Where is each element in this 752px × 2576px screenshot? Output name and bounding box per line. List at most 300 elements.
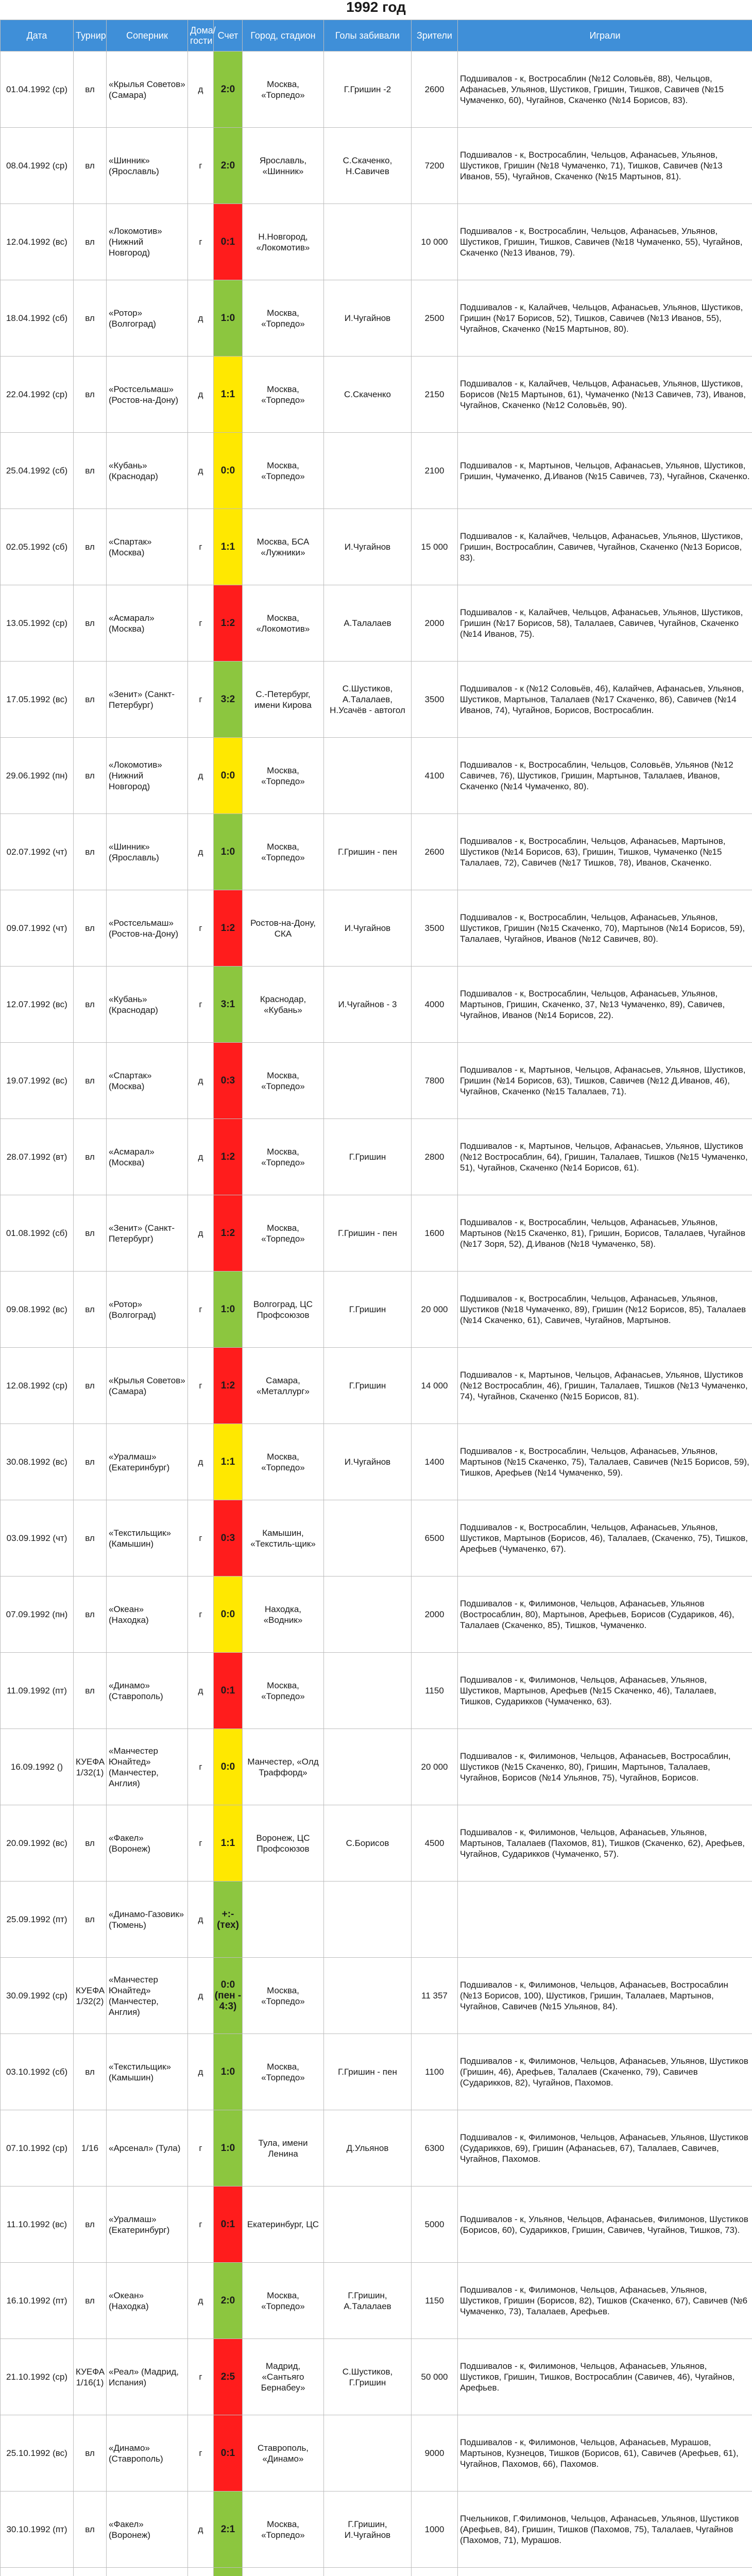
- stadium-cell: Москва, «Торпедо»: [243, 52, 324, 128]
- lineup-cell: [458, 1882, 752, 1958]
- opponent-cell: «Уралмаш» (Екатеринбург): [107, 2187, 188, 2263]
- opponent-cell: «Ростсельмаш» (Ростов-на-Дону): [107, 357, 188, 433]
- goal-scorers-cell: [324, 1577, 412, 1653]
- tournament-cell: [74, 2568, 107, 2576]
- goal-scorers-cell: [324, 1043, 412, 1119]
- lineup-cell: Подшивалов - к, Востросаблин, Чельцов, Афанасьев, Ульянов, Шустиков, Гришин, Тишков, Савичев (№18 Чумаченко, 55), Чугайнов, Скаченко (№13 Иванов, 79).: [458, 204, 752, 280]
- stadium-cell: Москва, «Торпедо»: [243, 2263, 324, 2339]
- tournament-cell: вл: [74, 1119, 107, 1195]
- attendance-cell: 4000: [412, 967, 458, 1043]
- attendance-cell: 15 000: [412, 509, 458, 585]
- lineup-cell: Подшивалов - к, Филимонов, Чельцов, Афанасьев, Мурашов, Мартынов, Кузнецов, Тишков (Борисов, 61), Савичев (Арефьев, 61), Чугайнов, Пахомов, 66), Пахомов.: [458, 2415, 752, 2492]
- lineup-cell: Подшивалов - к, Филимонов, Чельцов, Афанасьев, Ульянов, Мартынов, Талалаев (Пахомов, 81), Тишков (Скаченко, 62), Арефьев, Чугайнов, Сударикков (Чумаченко, 57).: [458, 1805, 752, 1882]
- table-row: [1, 1424, 752, 1500]
- score-cell: 1:1: [214, 509, 243, 585]
- stadium-cell: Краснодар, «Кубань»: [243, 967, 324, 1043]
- goal-scorers-cell: И.Чугайнов: [324, 509, 412, 585]
- table-row: [1, 2034, 752, 2110]
- attendance-cell: [412, 1882, 458, 1958]
- table-row: [1, 662, 752, 738]
- score-cell: 2:0: [214, 128, 243, 204]
- opponent-cell: «Динамо» (Ставрополь): [107, 1653, 188, 1729]
- goal-scorers-cell: [324, 2568, 412, 2576]
- home-away-cell: г: [188, 1729, 214, 1805]
- opponent-cell: «Кубань» (Краснодар): [107, 433, 188, 509]
- attendance-cell: 3500: [412, 890, 458, 967]
- tournament-cell: вл: [74, 1882, 107, 1958]
- home-away-cell: г: [188, 1272, 214, 1348]
- tournament-cell: вл: [74, 357, 107, 433]
- tournament-cell: вл: [74, 1500, 107, 1577]
- tournament-cell: вл: [74, 585, 107, 662]
- column-header-score: Счет: [214, 20, 243, 52]
- column-header-goals: Голы забивали: [324, 20, 412, 52]
- tournament-cell: вл: [74, 2187, 107, 2263]
- tournament-cell: вл: [74, 890, 107, 967]
- goal-scorers-cell: [324, 1653, 412, 1729]
- home-away-cell: д: [188, 1653, 214, 1729]
- stadium-cell: Москва, «Торпедо»: [243, 1424, 324, 1500]
- table-row: [1, 814, 752, 890]
- opponent-cell: «Ростсельмаш» (Ростов-на-Дону): [107, 890, 188, 967]
- lineup-cell: Подшивалов - к, Калайчев, Чельцов, Афанасьев, Ульянов, Шустиков, Гришин, Востросаблин, Савичев, Чугайнов, Скаченко (№13 Борисов, 83).: [458, 509, 752, 585]
- lineup-cell: Подшивалов - к, Филимонов, Чельцов, Афанасьев, Востросаблин, Шустиков (№15 Скаченко, 80), Гришин, Мартынов, Талалаев, Чугайнов, Борисов (№14 Ульянов, 75), Чугайнов, Борисов.: [458, 1729, 752, 1805]
- lineup-cell: Подшивалов - к, Востросаблин, Чельцов, Афанасьев, Ульянов, Шустиков, Гришин (№15 Скаченко, 70), Мартынов (№14 Борисов, 59), Талалаев, Чугайнов, Иванов (№12 Савичев, 80).: [458, 890, 752, 967]
- home-away-cell: д: [188, 2263, 214, 2339]
- match-date-cell: 19.07.1992 (вс): [1, 1043, 74, 1119]
- opponent-cell: «Факел» (Воронеж): [107, 2492, 188, 2568]
- table-row: [1, 204, 752, 280]
- stadium-cell: Москва, «Торпедо»: [243, 1653, 324, 1729]
- home-away-cell: г: [188, 967, 214, 1043]
- table-row: [1, 1272, 752, 1348]
- lineup-cell: Подшивалов - к, Востросаблин, Чельцов, Афанасьев, Ульянов, Мартынов (№15 Скаченко, 81), Гришин, Борисов, Талалаев, Чугайнов (№17 Зоря, 52), Д.Иванов (№18 Чумаченко, 58).: [458, 1195, 752, 1272]
- column-header-attendance: Зрители: [412, 20, 458, 52]
- tournament-cell: вл: [74, 2034, 107, 2110]
- attendance-cell: 1000: [412, 2492, 458, 2568]
- lineup-cell: Подшивалов - к, Востросаблин, Чельцов, Афанасьев, Ульянов, Шустиков (№18 Чумаченко, 89), Гришин (№12 Борисов, 85), Талалаев (№14 Скаченко, 61), Савичев, Чугайнов, Мартынов.: [458, 1272, 752, 1348]
- home-away-cell: д: [188, 1958, 214, 2034]
- goal-scorers-cell: Г.Гришин - пен: [324, 814, 412, 890]
- match-date-cell: 09.08.1992 (вс): [1, 1272, 74, 1348]
- lineup-cell: Пчельников, Г.Филимонов, Чельцов, Афанасьев, Ульянов, Шустиков (Арефьев, 84), Гришин, Тишков (Пахомов, 75), Талалаев, Чугайнов (Пахомов, 71), Мурашов.: [458, 2492, 752, 2568]
- opponent-cell: «Океан» (Находка): [107, 1577, 188, 1653]
- lineup-cell: Подшивалов - к, Калайчев, Чельцов, Афанасьев, Ульянов, Шустиков, Гришин (№17 Борисов, 58), Талалаев, Савичев, Чугайнов, Скаченко (№14 Иванов, 75).: [458, 585, 752, 662]
- opponent-cell: «Спартак» (Москва): [107, 1043, 188, 1119]
- goal-scorers-cell: [324, 1882, 412, 1958]
- match-date-cell: 16.10.1992 (пт): [1, 2263, 74, 2339]
- home-away-cell: г: [188, 509, 214, 585]
- stadium-cell: Волгоград, ЦС Профсоюзов: [243, 1272, 324, 1348]
- opponent-cell: [107, 2568, 188, 2576]
- opponent-cell: «Реал» (Мадрид, Испания): [107, 2339, 188, 2415]
- attendance-cell: 50 000: [412, 2339, 458, 2415]
- match-date-cell: 03.10.1992 (сб): [1, 2034, 74, 2110]
- goal-scorers-cell: [324, 204, 412, 280]
- table-row: [1, 128, 752, 204]
- match-date-cell: 07.10.1992 (ср): [1, 2110, 74, 2187]
- score-cell: 1:0: [214, 1272, 243, 1348]
- table-row: [1, 1348, 752, 1424]
- stadium-cell: [243, 1882, 324, 1958]
- tournament-cell: вл: [74, 1272, 107, 1348]
- opponent-cell: «Манчестер Юнайтед» (Манчестер, Англия): [107, 1729, 188, 1805]
- stadium-cell: Москва, «Торпедо»: [243, 2492, 324, 2568]
- table-row: [1, 738, 752, 814]
- match-date-cell: 20.09.1992 (вс): [1, 1805, 74, 1882]
- goal-scorers-cell: Г.Гришин, И.Чугайнов: [324, 2492, 412, 2568]
- table-row: [1, 2187, 752, 2263]
- lineup-cell: Подшивалов - к, Ульянов, Чельцов, Афанасьев, Филимонов, Шустиков (Борисов, 60), Сударикков, Гришин, Савичев, Чугайнов, Тишков, 73).: [458, 2187, 752, 2263]
- attendance-cell: 20 000: [412, 1729, 458, 1805]
- table-row: [1, 1500, 752, 1577]
- tournament-cell: вл: [74, 1653, 107, 1729]
- goal-scorers-cell: С.Скаченко, Н.Савичев: [324, 128, 412, 204]
- attendance-cell: 2000: [412, 585, 458, 662]
- table-row: [1, 2492, 752, 2568]
- match-date-cell: 08.04.1992 (ср): [1, 128, 74, 204]
- header-row: [1, 20, 752, 52]
- lineup-cell: Подшивалов - к, Калайчев, Чельцов, Афанасьев, Ульянов, Шустиков, Гришин (№17 Борисов, 52), Тишков, Савичев (№13 Иванов, 55), Чугайнов, Скаченко (№15 Мартынов, 80).: [458, 280, 752, 357]
- tournament-cell: вл: [74, 662, 107, 738]
- match-date-cell: 25.10.1992 (вс): [1, 2415, 74, 2492]
- stadium-cell: Камышин, «Текстиль-щик»: [243, 1500, 324, 1577]
- match-date-cell: 25.04.1992 (сб): [1, 433, 74, 509]
- home-away-cell: д: [188, 2034, 214, 2110]
- score-cell: 1:0: [214, 814, 243, 890]
- table-row: [1, 2415, 752, 2492]
- lineup-cell: Подшивалов - к, Востросаблин, Чельцов, Афанасьев, Ульянов, Мартынов (№15 Скаченко, 75), Талалаев, Савичев (№15 Борисов, 59), Тишков, Арефьев (№14 Чумаченко, 59).: [458, 1424, 752, 1500]
- opponent-cell: «Уралмаш» (Екатеринбург): [107, 1424, 188, 1500]
- goal-scorers-cell: Г.Гришин: [324, 1119, 412, 1195]
- attendance-cell: 2600: [412, 52, 458, 128]
- lineup-cell: Подшивалов - к, Мартынов, Чельцов, Афанасьев, Ульянов, Шустиков, Гришин (№14 Борисов, 63), Тишков, Савичев (№12 Д.Иванов, 46), Чугайнов, Скаченко (№15 Талалаев, 71).: [458, 1043, 752, 1119]
- match-date-cell: 28.07.1992 (вт): [1, 1119, 74, 1195]
- home-away-cell: д: [188, 2492, 214, 2568]
- opponent-cell: «Ротор» (Волгоград): [107, 1272, 188, 1348]
- stadium-cell: Москва, «Торпедо»: [243, 1043, 324, 1119]
- opponent-cell: «Зенит» (Санкт-Петербург): [107, 1195, 188, 1272]
- column-header-venue: Дома/ гости: [188, 20, 214, 52]
- attendance-cell: 1400: [412, 1424, 458, 1500]
- stadium-cell: Москва, «Торпедо»: [243, 1119, 324, 1195]
- stadium-cell: Москва, «Торпедо»: [243, 1195, 324, 1272]
- matches-table: [0, 20, 752, 2576]
- home-away-cell: г: [188, 662, 214, 738]
- table-row: [1, 280, 752, 357]
- home-away-cell: д: [188, 280, 214, 357]
- tournament-cell: КУЕФА 1/32(1): [74, 1729, 107, 1805]
- score-cell: 1:1: [214, 1805, 243, 1882]
- home-away-cell: г: [188, 1577, 214, 1653]
- match-date-cell: 11.10.1992 (вс): [1, 2187, 74, 2263]
- goal-scorers-cell: И.Чугайнов: [324, 890, 412, 967]
- opponent-cell: «Локомотив» (Нижний Новгород): [107, 204, 188, 280]
- goal-scorers-cell: [324, 2415, 412, 2492]
- table-row: [1, 1195, 752, 1272]
- lineup-cell: Подшивалов - к, Мартынов, Чельцов, Афанасьев, Ульянов, Шустиков, Гришин, Чумаченко, Д.Иванов (№15 Савичев, 73), Чугайнов, Скаченко.: [458, 433, 752, 509]
- table-row: [1, 2568, 752, 2576]
- match-date-cell: 03.09.1992 (чт): [1, 1500, 74, 1577]
- opponent-cell: «Крылья Советов» (Самара): [107, 1348, 188, 1424]
- goal-scorers-cell: [324, 2187, 412, 2263]
- lineup-cell: Подшивалов - к, Востросаблин, Чельцов, Афанасьев, Ульянов, Шустиков, Мартынов (Борисов, 46), Талалаев, (Скаченко, 75), Тишков, Арефьев (Чумаченко, 67).: [458, 1500, 752, 1577]
- tournament-cell: вл: [74, 1348, 107, 1424]
- attendance-cell: 6300: [412, 2110, 458, 2187]
- score-cell: 1:2: [214, 1195, 243, 1272]
- home-away-cell: г: [188, 128, 214, 204]
- stadium-cell: С.-Петербург, имени Кирова: [243, 662, 324, 738]
- stadium-cell: Находка, «Водник»: [243, 1577, 324, 1653]
- home-away-cell: д: [188, 814, 214, 890]
- score-cell: 0:0: [214, 1577, 243, 1653]
- match-date-cell: 01.08.1992 (сб): [1, 1195, 74, 1272]
- home-away-cell: д: [188, 1043, 214, 1119]
- table-row: [1, 890, 752, 967]
- score-cell: 1:0: [214, 2110, 243, 2187]
- score-cell: 1:2: [214, 585, 243, 662]
- score-cell: 0:0: [214, 433, 243, 509]
- stadium-cell: Москва, «Локомотив»: [243, 585, 324, 662]
- stadium-cell: [243, 2568, 324, 2576]
- stadium-cell: Ростов-на-Дону, СКА: [243, 890, 324, 967]
- attendance-cell: 4100: [412, 738, 458, 814]
- stadium-cell: Москва, «Торпедо»: [243, 433, 324, 509]
- lineup-cell: [458, 2568, 752, 2576]
- tournament-cell: вл: [74, 738, 107, 814]
- opponent-cell: «Факел» (Воронеж): [107, 1805, 188, 1882]
- table-row: [1, 1882, 752, 1958]
- match-date-cell: 21.10.1992 (ср): [1, 2339, 74, 2415]
- home-away-cell: г: [188, 1805, 214, 1882]
- attendance-cell: 3500: [412, 662, 458, 738]
- goal-scorers-cell: С.Шустиков, А.Талалаев, Н.Усачёв - автогол: [324, 662, 412, 738]
- table-row: [1, 2339, 752, 2415]
- match-date-cell: [1, 2568, 74, 2576]
- goal-scorers-cell: [324, 738, 412, 814]
- match-date-cell: 12.07.1992 (вс): [1, 967, 74, 1043]
- score-cell: 2:0: [214, 2263, 243, 2339]
- tournament-cell: вл: [74, 52, 107, 128]
- attendance-cell: 1600: [412, 1195, 458, 1272]
- goal-scorers-cell: И.Чугайнов: [324, 280, 412, 357]
- lineup-cell: Подшивалов - к, Филимонов, Чельцов, Афанасьев, Ульянов, Шустиков, Гришин, Тишков, Востросаблин (Савичев, 46), Чугайнов, Арефьев.: [458, 2339, 752, 2415]
- opponent-cell: «Спартак» (Москва): [107, 509, 188, 585]
- score-cell: 2:0: [214, 52, 243, 128]
- attendance-cell: 10 000: [412, 204, 458, 280]
- goal-scorers-cell: Д.Ульянов: [324, 2110, 412, 2187]
- home-away-cell: г: [188, 2415, 214, 2492]
- home-away-cell: г: [188, 585, 214, 662]
- match-date-cell: 30.10.1992 (пт): [1, 2492, 74, 2568]
- opponent-cell: «Шинник» (Ярославль): [107, 814, 188, 890]
- tournament-cell: вл: [74, 1043, 107, 1119]
- goal-scorers-cell: [324, 433, 412, 509]
- score-cell: 3:2: [214, 662, 243, 738]
- home-away-cell: г: [188, 2187, 214, 2263]
- lineup-cell: Подшивалов - к, Востросаблин, Чельцов, Афанасьев, Мартынов, Шустиков (№14 Борисов, 63), Гришин, Тишков, Чумаченко (№15 Талалаев, 72), Савичев (№17 Тишков, 78), Иванов, Скаченко.: [458, 814, 752, 890]
- tournament-cell: вл: [74, 2492, 107, 2568]
- tournament-cell: 1/16: [74, 2110, 107, 2187]
- lineup-cell: Подшивалов - к, Востросаблин, Чельцов, Соловьёв, Ульянов (№12 Савичев, 76), Шустиков, Гришин, Мартынов, Талалаев, Иванов, Скаченко (№14 Чумаченко, 80).: [458, 738, 752, 814]
- tournament-cell: вл: [74, 2415, 107, 2492]
- attendance-cell: 11 357: [412, 1958, 458, 2034]
- opponent-cell: «Асмарал» (Москва): [107, 585, 188, 662]
- score-cell: 1:1: [214, 1424, 243, 1500]
- score-cell: 0:0 (пен - 4:3): [214, 1958, 243, 2034]
- goal-scorers-cell: Г.Гришин: [324, 1272, 412, 1348]
- opponent-cell: «Асмарал» (Москва): [107, 1119, 188, 1195]
- lineup-cell: Подшивалов - к, Мартынов, Чельцов, Афанасьев, Ульянов, Шустиков (№12 Востросаблин, 46), Гришин, Талалаев, Тишков (№13 Чумаченко, 74), Чугайнов, Скаченко (№15 Борисов, 81).: [458, 1348, 752, 1424]
- score-cell: 1:0: [214, 280, 243, 357]
- goal-scorers-cell: И.Чугайнов - 3: [324, 967, 412, 1043]
- table-row: [1, 2110, 752, 2187]
- tournament-cell: вл: [74, 128, 107, 204]
- attendance-cell: 2600: [412, 814, 458, 890]
- score-cell: 0:1: [214, 2415, 243, 2492]
- score-cell: 1:2: [214, 1119, 243, 1195]
- match-date-cell: 30.08.1992 (вс): [1, 1424, 74, 1500]
- stadium-cell: Екатеринбург, ЦС: [243, 2187, 324, 2263]
- match-date-cell: 30.09.1992 (ср): [1, 1958, 74, 2034]
- match-date-cell: 13.05.1992 (ср): [1, 585, 74, 662]
- goal-scorers-cell: С.Скаченко: [324, 357, 412, 433]
- lineup-cell: Подшивалов - к, Востросаблин, Чельцов, Афанасьев, Ульянов, Шустиков, Гришин (№18 Чумаченко, 71), Тишков, Савичев (№13 Иванов, 55), Чугайнов, Скаченко (№15 Мартынов, 81).: [458, 128, 752, 204]
- opponent-cell: «Ротор» (Волгоград): [107, 280, 188, 357]
- score-cell: [214, 2568, 243, 2576]
- score-cell: 2:1: [214, 2492, 243, 2568]
- home-away-cell: г: [188, 890, 214, 967]
- attendance-cell: 7200: [412, 128, 458, 204]
- stadium-cell: Манчестер, «Олд Траффорд»: [243, 1729, 324, 1805]
- match-date-cell: 07.09.1992 (пн): [1, 1577, 74, 1653]
- attendance-cell: 2150: [412, 357, 458, 433]
- attendance-cell: 2100: [412, 433, 458, 509]
- opponent-cell: «Крылья Советов» (Самара): [107, 52, 188, 128]
- opponent-cell: «Кубань» (Краснодар): [107, 967, 188, 1043]
- score-cell: 3:1: [214, 967, 243, 1043]
- table-row: [1, 1729, 752, 1805]
- column-header-tournament: Турнир: [74, 20, 107, 52]
- goal-scorers-cell: А.Талалаев: [324, 585, 412, 662]
- stadium-cell: Москва, БСА «Лужники»: [243, 509, 324, 585]
- match-date-cell: 18.04.1992 (сб): [1, 280, 74, 357]
- attendance-cell: 9000: [412, 2415, 458, 2492]
- tournament-cell: вл: [74, 814, 107, 890]
- table-row: [1, 1805, 752, 1882]
- home-away-cell: д: [188, 357, 214, 433]
- stadium-cell: Воронеж, ЦС Профсоюзов: [243, 1805, 324, 1882]
- goal-scorers-cell: Г.Гришин - пен: [324, 2034, 412, 2110]
- tournament-cell: КУЕФА 1/16(1): [74, 2339, 107, 2415]
- attendance-cell: 6500: [412, 1500, 458, 1577]
- tournament-cell: вл: [74, 1424, 107, 1500]
- match-date-cell: 22.04.1992 (ср): [1, 357, 74, 433]
- opponent-cell: «Арсенал» (Тула): [107, 2110, 188, 2187]
- match-date-cell: 02.07.1992 (чт): [1, 814, 74, 890]
- stadium-cell: Москва, «Торпедо»: [243, 280, 324, 357]
- tournament-cell: вл: [74, 280, 107, 357]
- match-date-cell: 09.07.1992 (чт): [1, 890, 74, 967]
- lineup-cell: Подшивалов - к, Филимонов, Чельцов, Афанасьев, Ульянов, Шустиков, Гришин (Борисов, 82), Тишков (Скаченко, 67), Савичев (№6 Чумаченко, 73), Талалаев, Арефьев.: [458, 2263, 752, 2339]
- home-away-cell: г: [188, 1348, 214, 1424]
- table-row: [1, 52, 752, 128]
- opponent-cell: «Локомотив» (Нижний Новгород): [107, 738, 188, 814]
- table-row: [1, 1043, 752, 1119]
- home-away-cell: д: [188, 738, 214, 814]
- lineup-cell: Подшивалов - к, Востросаблин, Чельцов, Афанасьев, Ульянов, Мартынов, Гришин, Скаченко, 37, №13 Чумаченко, 89), Савичев, Чугайнов, Иванов (№14 Борисов, 22).: [458, 967, 752, 1043]
- attendance-cell: 2000: [412, 1577, 458, 1653]
- table-row: [1, 1577, 752, 1653]
- table-row: [1, 357, 752, 433]
- attendance-cell: 2800: [412, 1119, 458, 1195]
- stadium-cell: Самара, «Металлург»: [243, 1348, 324, 1424]
- home-away-cell: д: [188, 1882, 214, 1958]
- opponent-cell: «Шинник» (Ярославль): [107, 128, 188, 204]
- stadium-cell: Москва, «Торпедо»: [243, 2034, 324, 2110]
- score-cell: 2:5: [214, 2339, 243, 2415]
- lineup-cell: Подшивалов - к, Филимонов, Чельцов, Афанасьев, Востросаблин (№13 Борисов, 100), Шустиков, Гришин, Талалаев, Мартынов, Чугайнов, Савичев (№15 Ульянов, 84).: [458, 1958, 752, 2034]
- home-away-cell: д: [188, 1424, 214, 1500]
- attendance-cell: 7800: [412, 1043, 458, 1119]
- match-date-cell: 11.09.1992 (пт): [1, 1653, 74, 1729]
- column-header-players: Играли: [458, 20, 752, 52]
- match-date-cell: 12.04.1992 (вс): [1, 204, 74, 280]
- tournament-cell: вл: [74, 433, 107, 509]
- lineup-cell: Подшивалов - к, Филимонов, Чельцов, Афанасьев, Ульянов, Шустиков (Сударикков, 69), Гришин (Афанасьев, 67), Талалаев, Савичев, Чугайнов, Пахомов.: [458, 2110, 752, 2187]
- tournament-cell: вл: [74, 1805, 107, 1882]
- goal-scorers-cell: [324, 1729, 412, 1805]
- stadium-cell: Москва, «Торпедо»: [243, 814, 324, 890]
- attendance-cell: 4500: [412, 1805, 458, 1882]
- lineup-cell: Подшивалов - к, Филимонов, Чельцов, Афанасьев, Ульянов, Шустиков (Гришин, 46), Арефьев, Талалаев (Скаченко, 79), Савичев (Сударикков, 82), Чугайнов, Пахомов.: [458, 2034, 752, 2110]
- opponent-cell: «Динамо» (Ставрополь): [107, 2415, 188, 2492]
- home-away-cell: г: [188, 204, 214, 280]
- goal-scorers-cell: И.Чугайнов: [324, 1424, 412, 1500]
- tournament-cell: вл: [74, 2263, 107, 2339]
- score-cell: 0:1: [214, 1653, 243, 1729]
- table-row: [1, 967, 752, 1043]
- stadium-cell: Москва, «Торпедо»: [243, 738, 324, 814]
- stadium-cell: Мадрид, «Сантьяго Бернабеу»: [243, 2339, 324, 2415]
- home-away-cell: г: [188, 2339, 214, 2415]
- match-date-cell: 29.06.1992 (пн): [1, 738, 74, 814]
- goal-scorers-cell: Г.Гришин, А.Талалаев: [324, 2263, 412, 2339]
- attendance-cell: 2500: [412, 280, 458, 357]
- table-row: [1, 509, 752, 585]
- table-row: [1, 1653, 752, 1729]
- match-date-cell: 17.05.1992 (вс): [1, 662, 74, 738]
- home-away-cell: г: [188, 2110, 214, 2187]
- goal-scorers-cell: [324, 1958, 412, 2034]
- goal-scorers-cell: Г.Гришин -2: [324, 52, 412, 128]
- lineup-cell: Подшивалов - к, Востросаблин (№12 Соловьёв, 88), Чельцов, Афанасьев, Ульянов, Шустиков, Гришин, Тишков, Савичев (№15 Чумаченко, 60), Чугайнов, Скаченко (№14 Борисов, 83).: [458, 52, 752, 128]
- score-cell: 0:0: [214, 738, 243, 814]
- score-cell: 1:2: [214, 1348, 243, 1424]
- stadium-cell: Ярославль, «Шинник»: [243, 128, 324, 204]
- tournament-cell: вл: [74, 204, 107, 280]
- table-row: [1, 1958, 752, 2034]
- attendance-cell: 1100: [412, 2034, 458, 2110]
- home-away-cell: г: [188, 1500, 214, 1577]
- table-row: [1, 1119, 752, 1195]
- attendance-cell: 1150: [412, 2263, 458, 2339]
- lineup-cell: Подшивалов - к, Филимонов, Чельцов, Афанасьев, Ульянов, Шустиков, Мартынов, Арефьев (№15 Скаченко, 46), Талалаев, Тишков, Сударикков (Чумаченко, 63).: [458, 1653, 752, 1729]
- attendance-cell: [412, 2568, 458, 2576]
- stadium-cell: Ставрополь, «Динамо»: [243, 2415, 324, 2492]
- attendance-cell: 5000: [412, 2187, 458, 2263]
- stadium-cell: Москва, «Торпедо»: [243, 357, 324, 433]
